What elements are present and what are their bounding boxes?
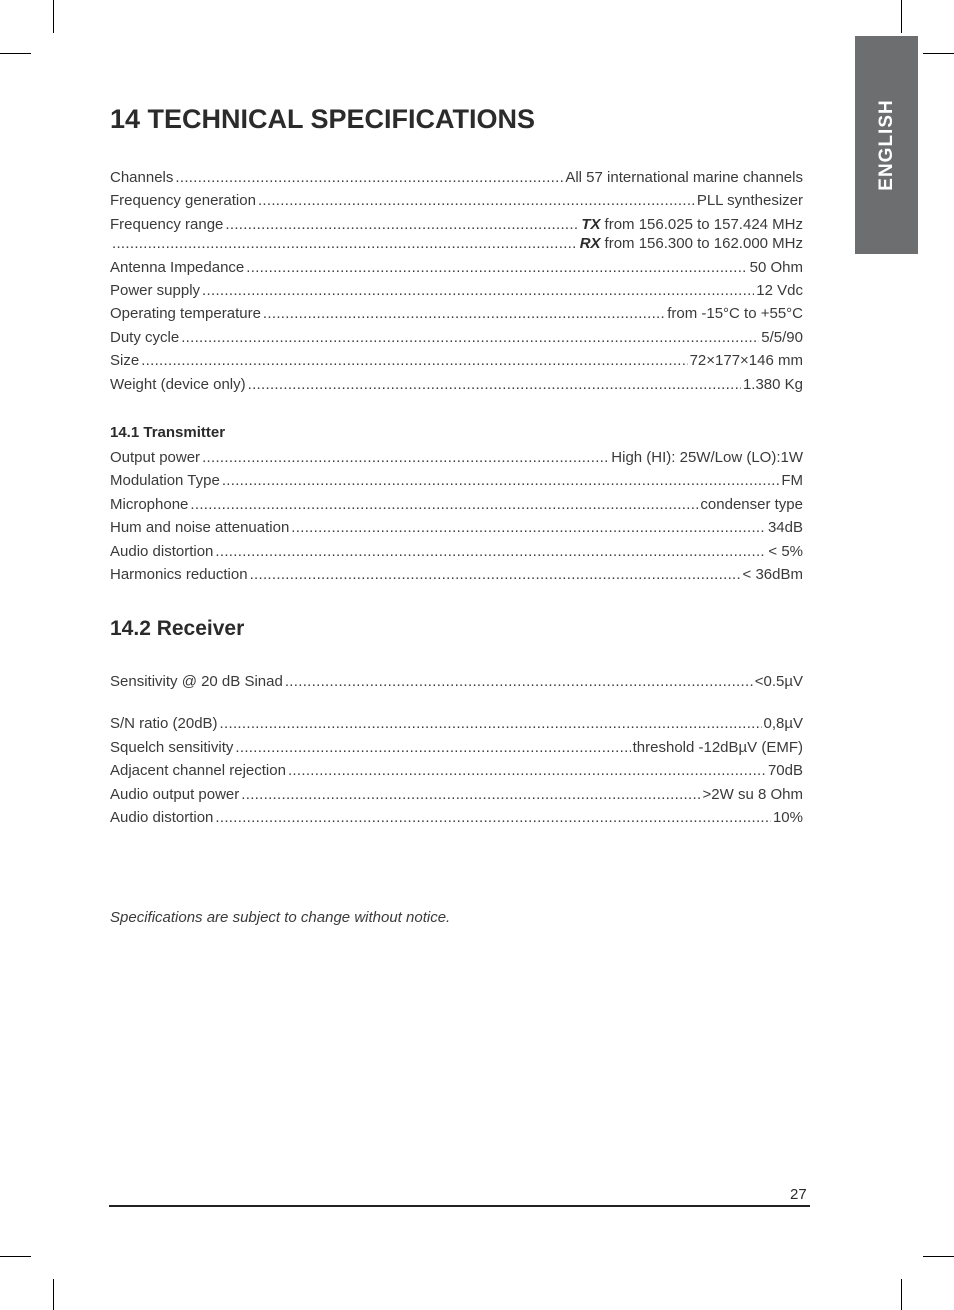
spec-label: Weight (device only)	[110, 376, 246, 393]
spec-value	[768, 542, 803, 562]
spec-row	[110, 808, 803, 828]
spec-label: Channels	[110, 169, 174, 186]
crop-mark	[53, 1279, 54, 1310]
spec-label: Adjacent channel rejection	[110, 762, 286, 779]
spec-value-text: 0,8µV	[763, 715, 803, 732]
spec-label: Output power	[110, 449, 201, 466]
spec-value	[743, 375, 803, 395]
spec-value-text: < 36dBm	[742, 566, 803, 583]
spec-row	[110, 542, 803, 562]
spec-value-text: 50 Ohm	[749, 259, 803, 276]
spec-value	[580, 234, 803, 254]
dot-leader	[181, 328, 759, 348]
dot-leader	[258, 191, 695, 211]
spec-label: Microphone	[110, 496, 189, 513]
spec-value-text: 12 Vdc	[756, 282, 803, 299]
receiver-heading: 14.2 Receiver	[110, 617, 245, 640]
spec-row	[110, 738, 803, 758]
disclaimer-note: Specifications are subject to change without notice.	[110, 909, 451, 926]
spec-value-text: < 5%	[768, 543, 803, 560]
dot-leader	[225, 215, 579, 235]
dot-leader	[241, 785, 700, 805]
spec-value	[761, 328, 803, 348]
spec-value-text: >2W su 8 Ohm	[702, 786, 803, 803]
dot-leader	[215, 542, 766, 562]
dot-leader	[263, 304, 665, 324]
spec-row	[110, 351, 803, 371]
spec-label: S/N ratio (20dB)	[110, 715, 218, 732]
crop-mark	[0, 1256, 31, 1257]
transmitter-heading: 14.1 Transmitter	[110, 424, 226, 441]
spec-value	[750, 258, 803, 278]
spec-value	[781, 471, 803, 491]
spec-label: Sensitivity @ 20 dB Sinad	[110, 673, 283, 690]
spec-row	[110, 168, 803, 188]
spec-value	[768, 518, 803, 538]
spec-row	[110, 471, 803, 491]
language-tab	[855, 36, 918, 254]
spec-value-text: 1.380 Kg	[742, 376, 803, 393]
dot-leader	[175, 168, 563, 188]
spec-row	[110, 258, 803, 278]
spec-row	[110, 672, 803, 692]
spec-value	[667, 304, 803, 324]
spec-value	[756, 281, 803, 301]
spec-value	[690, 351, 803, 371]
spec-value	[581, 215, 803, 235]
band-tag: TX	[581, 216, 601, 233]
spec-value-text: from 156.300 to 162.000 MHz	[604, 235, 803, 252]
spec-label: Duty cycle	[110, 329, 180, 346]
band-tag: RX	[579, 235, 601, 252]
spec-row	[110, 281, 803, 301]
dot-leader	[248, 375, 741, 395]
spec-value	[633, 738, 803, 758]
dot-leader	[235, 738, 630, 758]
spec-label: Size	[110, 352, 140, 369]
spec-value	[700, 495, 803, 515]
dot-leader	[222, 471, 780, 491]
spec-value-text: PLL synthesizer	[696, 192, 803, 209]
dot-leader	[246, 258, 747, 278]
spec-row	[110, 304, 803, 324]
spec-label: Frequency range	[110, 216, 224, 233]
footer-rule	[109, 1205, 810, 1207]
spec-value-text: <0.5µV	[754, 673, 803, 690]
spec-row	[110, 518, 803, 538]
spec-value	[773, 808, 803, 828]
page-number: 27	[790, 1186, 807, 1203]
spec-row	[110, 714, 803, 734]
spec-value	[565, 168, 803, 188]
spec-row	[110, 234, 803, 254]
spec-row	[110, 191, 803, 211]
spec-label: Modulation Type	[110, 472, 220, 489]
dot-leader	[190, 495, 698, 515]
language-tab-label: ENGLISH	[875, 99, 897, 191]
dot-leader	[202, 281, 754, 301]
spec-value-text: High (HI): 25W/Low (LO):1W	[611, 449, 803, 466]
spec-row	[110, 328, 803, 348]
spec-row	[110, 495, 803, 515]
dot-leader	[202, 448, 609, 468]
spec-value-text: 70dB	[767, 762, 803, 779]
crop-mark	[901, 0, 902, 33]
spec-label: Power supply	[110, 282, 201, 299]
spec-label: Hum and noise attenuation	[110, 519, 290, 536]
crop-mark	[0, 53, 31, 54]
spec-value	[755, 672, 803, 692]
spec-value-text: from 156.025 to 157.424 MHz	[604, 216, 803, 233]
spec-value-text: FM	[781, 472, 803, 489]
dot-leader	[288, 761, 766, 781]
spec-value-text: All 57 international marine channels	[565, 169, 803, 186]
page-title: 14 TECHNICAL SPECIFICATIONS	[110, 104, 536, 134]
spec-value	[768, 761, 803, 781]
spec-value	[764, 714, 804, 734]
spec-row	[110, 785, 803, 805]
spec-label: Antenna Impedance	[110, 259, 245, 276]
spec-value	[743, 565, 803, 585]
spec-label: Audio output power	[110, 786, 240, 803]
spec-value-text: condenser type	[700, 496, 803, 513]
crop-mark	[901, 1279, 902, 1310]
dot-leader	[220, 714, 762, 734]
dot-leader	[250, 565, 741, 585]
dot-leader	[112, 234, 578, 254]
spec-value	[697, 191, 803, 211]
dot-leader	[141, 351, 687, 371]
crop-mark	[53, 0, 54, 33]
dot-leader	[285, 672, 753, 692]
spec-label: Harmonics reduction	[110, 566, 248, 583]
spec-row	[110, 215, 803, 235]
spec-row	[110, 761, 803, 781]
spec-value	[703, 785, 803, 805]
dot-leader	[215, 808, 771, 828]
spec-label: Audio distortion	[110, 543, 214, 560]
spec-row	[110, 565, 803, 585]
spec-row	[110, 375, 803, 395]
spec-label: Audio distortion	[110, 809, 214, 826]
crop-mark	[923, 53, 954, 54]
spec-label: Operating temperature	[110, 305, 261, 322]
spec-value-text: 34dB	[767, 519, 803, 536]
crop-mark	[923, 1256, 954, 1257]
spec-row	[110, 448, 803, 468]
spec-value-text: from -15°C to +55°C	[667, 305, 803, 322]
spec-value-text: 10%	[772, 809, 803, 826]
spec-value-text: threshold -12dBµV (EMF)	[632, 739, 803, 756]
spec-value-text: 72×177×146 mm	[689, 352, 803, 369]
spec-label: Squelch sensitivity	[110, 739, 234, 756]
dot-leader	[291, 518, 766, 538]
spec-label: Frequency generation	[110, 192, 256, 209]
spec-value-text: 5/5/90	[761, 329, 803, 346]
spec-value	[611, 448, 803, 468]
